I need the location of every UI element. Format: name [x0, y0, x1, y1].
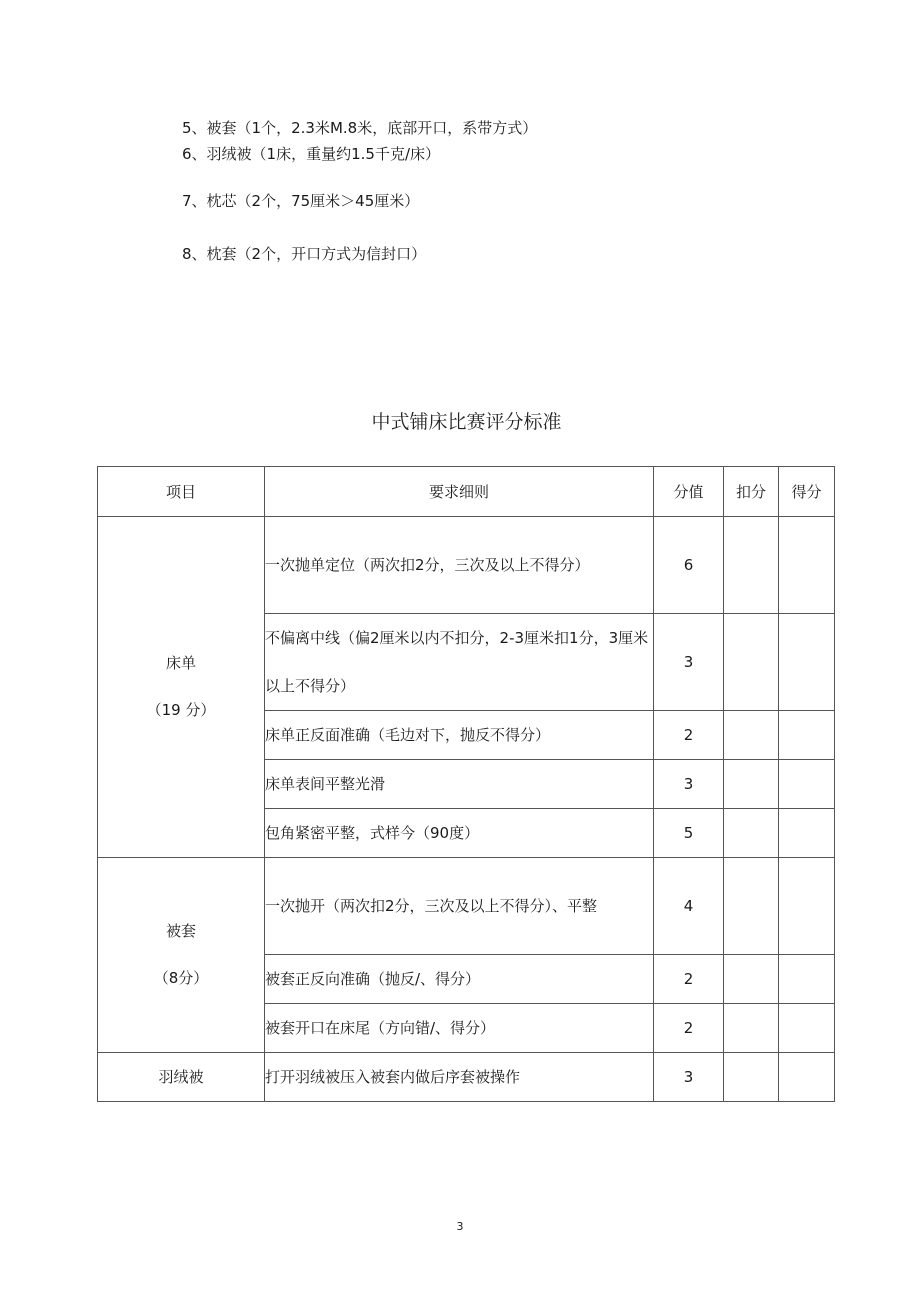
scoring-table: [97, 466, 835, 1102]
requirement-cell: 不偏离中线（偏2厘米以内不扣分，2-3厘米扣1分，3厘米以上不得分）: [265, 614, 654, 711]
final-score-cell: [779, 760, 835, 809]
category-name: 被套: [165, 922, 196, 940]
score-value-cell: 5: [654, 809, 724, 858]
list-item-6: 6、羽绒被（1床，重量约1.5千克/床）: [182, 145, 440, 163]
score-value-cell: 2: [654, 711, 724, 760]
score-value-cell: 3: [654, 760, 724, 809]
deduction-cell: [724, 711, 779, 760]
category-name: 床单: [165, 654, 196, 672]
deduction-cell: [724, 809, 779, 858]
list-item-5: 5、被套（1个，2.3米M.8米，底部开口，系带方式）: [182, 119, 538, 137]
requirement-cell: 包角紧密平整，式样今（90度）: [265, 809, 654, 858]
table-row: [98, 1053, 835, 1102]
score-value-cell: 2: [654, 955, 724, 1004]
score-value-cell: 3: [654, 1053, 724, 1102]
score-value-cell: 6: [654, 517, 724, 614]
category-cell: [98, 517, 265, 858]
category-cell: 羽绒被: [98, 1053, 265, 1102]
list-item-7: 7、枕芯（2个，75厘米＞45厘米）: [182, 192, 420, 210]
requirement-cell: 床单正反面准确（毛边对下，抛反不得分）: [265, 711, 654, 760]
requirement-cell: 被套正反向准确（抛反/、得分）: [265, 955, 654, 1004]
final-score-cell: [779, 955, 835, 1004]
deduction-cell: [724, 955, 779, 1004]
score-value-cell: 4: [654, 858, 724, 955]
header-deduction: 扣分: [724, 467, 779, 517]
header-score-value: 分值: [654, 467, 724, 517]
score-value-cell: 2: [654, 1004, 724, 1053]
final-score-cell: [779, 517, 835, 614]
requirement-cell: 床单表间平整光滑: [265, 760, 654, 809]
category-points: （19 分）: [146, 701, 216, 719]
deduction-cell: [724, 760, 779, 809]
page-number: 3: [456, 1220, 464, 1233]
table-header-row: [98, 467, 835, 517]
final-score-cell: [779, 809, 835, 858]
requirement-cell: 打开羽绒被压入被套内做后序套被操作: [265, 1053, 654, 1102]
final-score-cell: [779, 614, 835, 711]
final-score-cell: [779, 1053, 835, 1102]
final-score-cell: [779, 711, 835, 760]
page-title: 中式铺床比赛评分标准: [371, 411, 562, 433]
category-cell: [98, 858, 265, 1053]
table-row: [98, 858, 835, 955]
final-score-cell: [779, 1004, 835, 1053]
table-row: [98, 517, 835, 614]
requirement-cell: 一次抛单定位（两次扣2分，三次及以上不得分）: [265, 517, 654, 614]
final-score-cell: [779, 858, 835, 955]
header-item: 项目: [98, 467, 265, 517]
deduction-cell: [724, 517, 779, 614]
deduction-cell: [724, 858, 779, 955]
deduction-cell: [724, 1053, 779, 1102]
requirement-cell: 一次抛开（两次扣2分，三次及以上不得分）、平整: [265, 858, 654, 955]
header-final-score: 得分: [779, 467, 835, 517]
score-value-cell: 3: [654, 614, 724, 711]
header-requirements: 要求细则: [265, 467, 654, 517]
category-points: （8分）: [153, 969, 209, 987]
requirement-cell: 被套开口在床尾（方向错/、得分）: [265, 1004, 654, 1053]
list-item-8: 8、枕套（2个，开口方式为信封口）: [182, 245, 427, 263]
deduction-cell: [724, 1004, 779, 1053]
deduction-cell: [724, 614, 779, 711]
